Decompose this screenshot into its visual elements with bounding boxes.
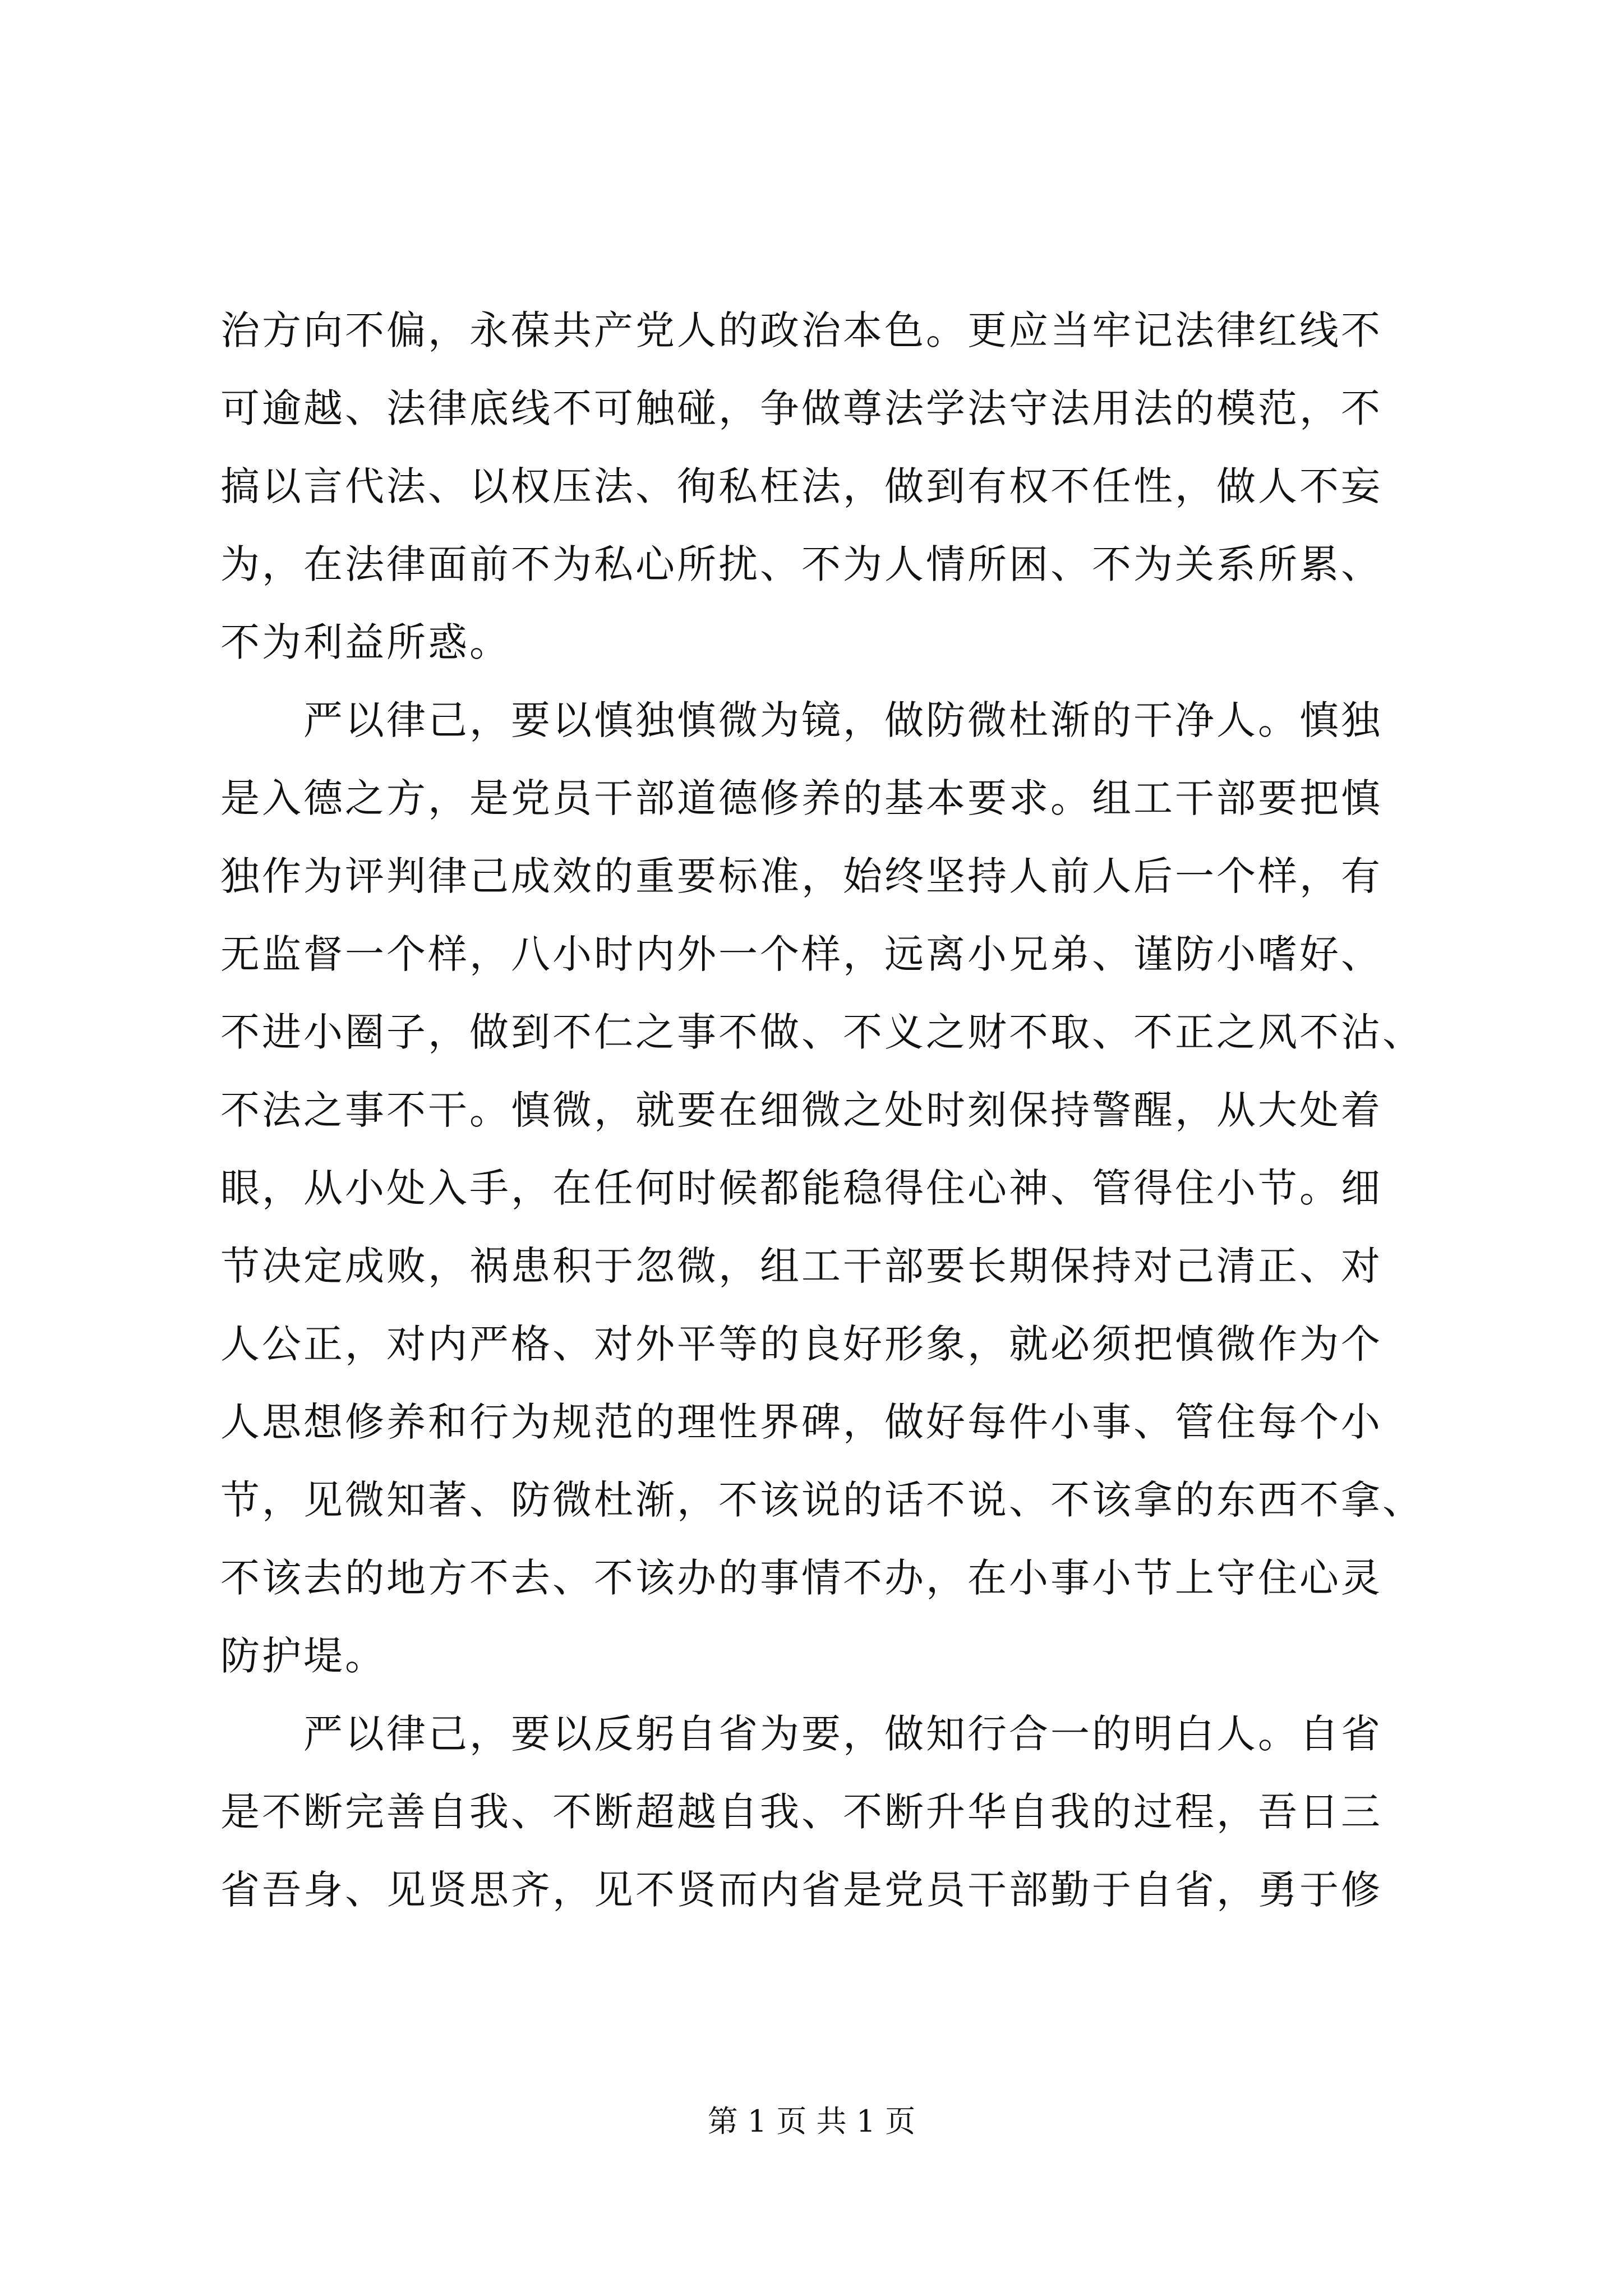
text-line: 是入德之方，是党员干部道德修养的基本要求。组工干部要把慎	[220, 775, 1382, 821]
text-line: 眼，从小处入手，在任何时候都能稳得住心神、管得住小节。细	[220, 1165, 1382, 1211]
text-line: 不法之事不干。慎微，就要在细微之处时刻保持警醒，从大处着	[220, 1087, 1382, 1133]
text-line: 不为利益所惑。	[220, 619, 511, 665]
text-line: 无监督一个样，八小时内外一个样，远离小兄弟、谨防小嗜好、	[220, 931, 1382, 977]
text-line: 独作为评判律己成效的重要标准，始终坚持人前人后一个样，有	[220, 853, 1382, 899]
text-line: 是不断完善自我、不断超越自我、不断升华自我的过程，吾日三	[220, 1789, 1382, 1835]
text-line: 治方向不偏，永葆共产党人的政治本色。更应当牢记法律红线不	[220, 307, 1382, 353]
text-line: 可逾越、法律底线不可触碰，争做尊法学法守法用法的模范，不	[220, 385, 1382, 431]
text-line: 省吾身、见贤思齐，见不贤而内省是党员干部勤于自省，勇于修	[220, 1867, 1382, 1913]
text-line: 严以律己，要以反躬自省为要，做知行合一的明白人。自省	[220, 1711, 1382, 1757]
text-line: 节，见微知著、防微杜渐，不该说的话不说、不该拿的东西不拿、	[220, 1477, 1424, 1523]
page-number-footer: 第 1 页 共 1 页	[707, 2104, 916, 2139]
text-line: 节决定成败，祸患积于忽微，组工干部要长期保持对己清正、对	[220, 1243, 1382, 1289]
text-line: 不进小圈子，做到不仁之事不做、不义之财不取、不正之风不沾、	[220, 1009, 1424, 1055]
document-body	[220, 292, 1424, 1929]
text-line: 严以律己，要以慎独慎微为镜，做防微杜渐的干净人。慎独	[220, 697, 1382, 743]
text-line: 不该去的地方不去、不该办的事情不办，在小事小节上守住心灵	[220, 1555, 1382, 1601]
text-line: 为，在法律面前不为私心所扰、不为人情所困、不为关系所累、	[220, 541, 1382, 587]
text-line: 人公正，对内严格、对外平等的良好形象，就必须把慎微作为个	[220, 1321, 1382, 1367]
text-line: 人思想修养和行为规范的理性界碑，做好每件小事、管住每个小	[220, 1399, 1382, 1445]
text-line: 防护堤。	[220, 1633, 386, 1679]
text-line: 搞以言代法、以权压法、徇私枉法，做到有权不任性，做人不妄	[220, 463, 1382, 509]
